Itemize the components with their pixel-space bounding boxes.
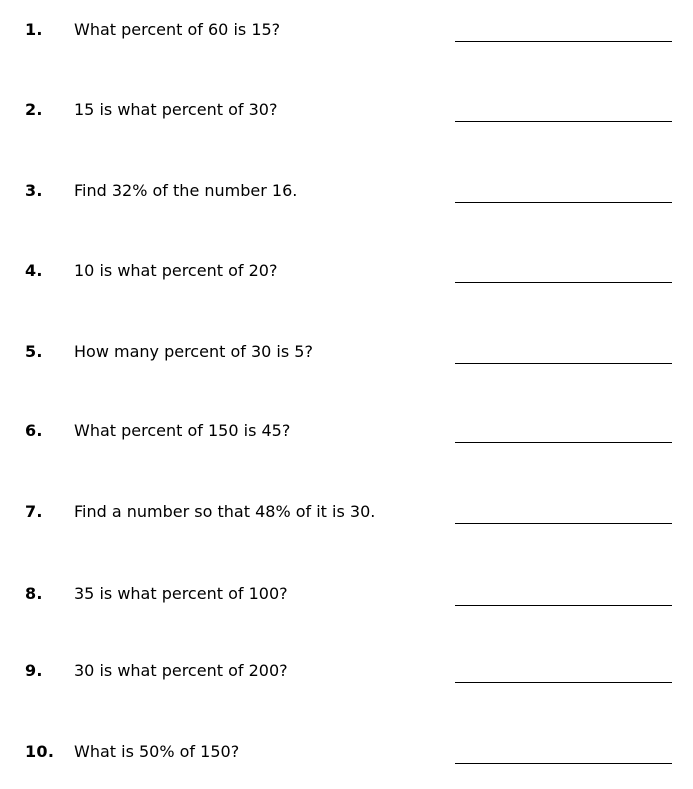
question-row-9 (0, 656, 693, 686)
question-text: 35 is what percent of 100? (74, 584, 288, 603)
answer-line[interactable] (455, 202, 672, 203)
question-row-10 (0, 737, 693, 767)
question-text: What is 50% of 150? (74, 742, 240, 761)
answer-line[interactable] (455, 121, 672, 122)
question-number: 1. (25, 20, 43, 39)
answer-line[interactable] (455, 442, 672, 443)
answer-line[interactable] (455, 605, 672, 606)
question-row-3 (0, 176, 693, 206)
question-number: 7. (25, 502, 43, 521)
question-text: How many percent of 30 is 5? (74, 342, 313, 361)
question-number: 8. (25, 584, 43, 603)
question-number: 2. (25, 100, 43, 119)
question-row-4 (0, 256, 693, 286)
question-row-2 (0, 95, 693, 125)
question-row-8 (0, 579, 693, 609)
answer-line[interactable] (455, 363, 672, 364)
question-text: 30 is what percent of 200? (74, 661, 288, 680)
question-number: 6. (25, 421, 43, 440)
question-text: What percent of 60 is 15? (74, 20, 281, 39)
question-number: 9. (25, 661, 43, 680)
question-number: 10. (25, 742, 55, 761)
question-row-5 (0, 337, 693, 367)
answer-line[interactable] (455, 41, 672, 42)
question-text: What percent of 150 is 45? (74, 421, 291, 440)
question-row-6 (0, 416, 693, 446)
question-text: Find 32% of the number 16. (74, 181, 298, 200)
question-row-7 (0, 497, 693, 527)
answer-line[interactable] (455, 523, 672, 524)
question-number: 5. (25, 342, 43, 361)
question-number: 3. (25, 181, 43, 200)
question-text: 10 is what percent of 20? (74, 261, 278, 280)
answer-line[interactable] (455, 763, 672, 764)
answer-line[interactable] (455, 282, 672, 283)
question-text: 15 is what percent of 30? (74, 100, 278, 119)
question-number: 4. (25, 261, 43, 280)
question-row-1 (0, 15, 693, 45)
answer-line[interactable] (455, 682, 672, 683)
question-text: Find a number so that 48% of it is 30. (74, 502, 376, 521)
